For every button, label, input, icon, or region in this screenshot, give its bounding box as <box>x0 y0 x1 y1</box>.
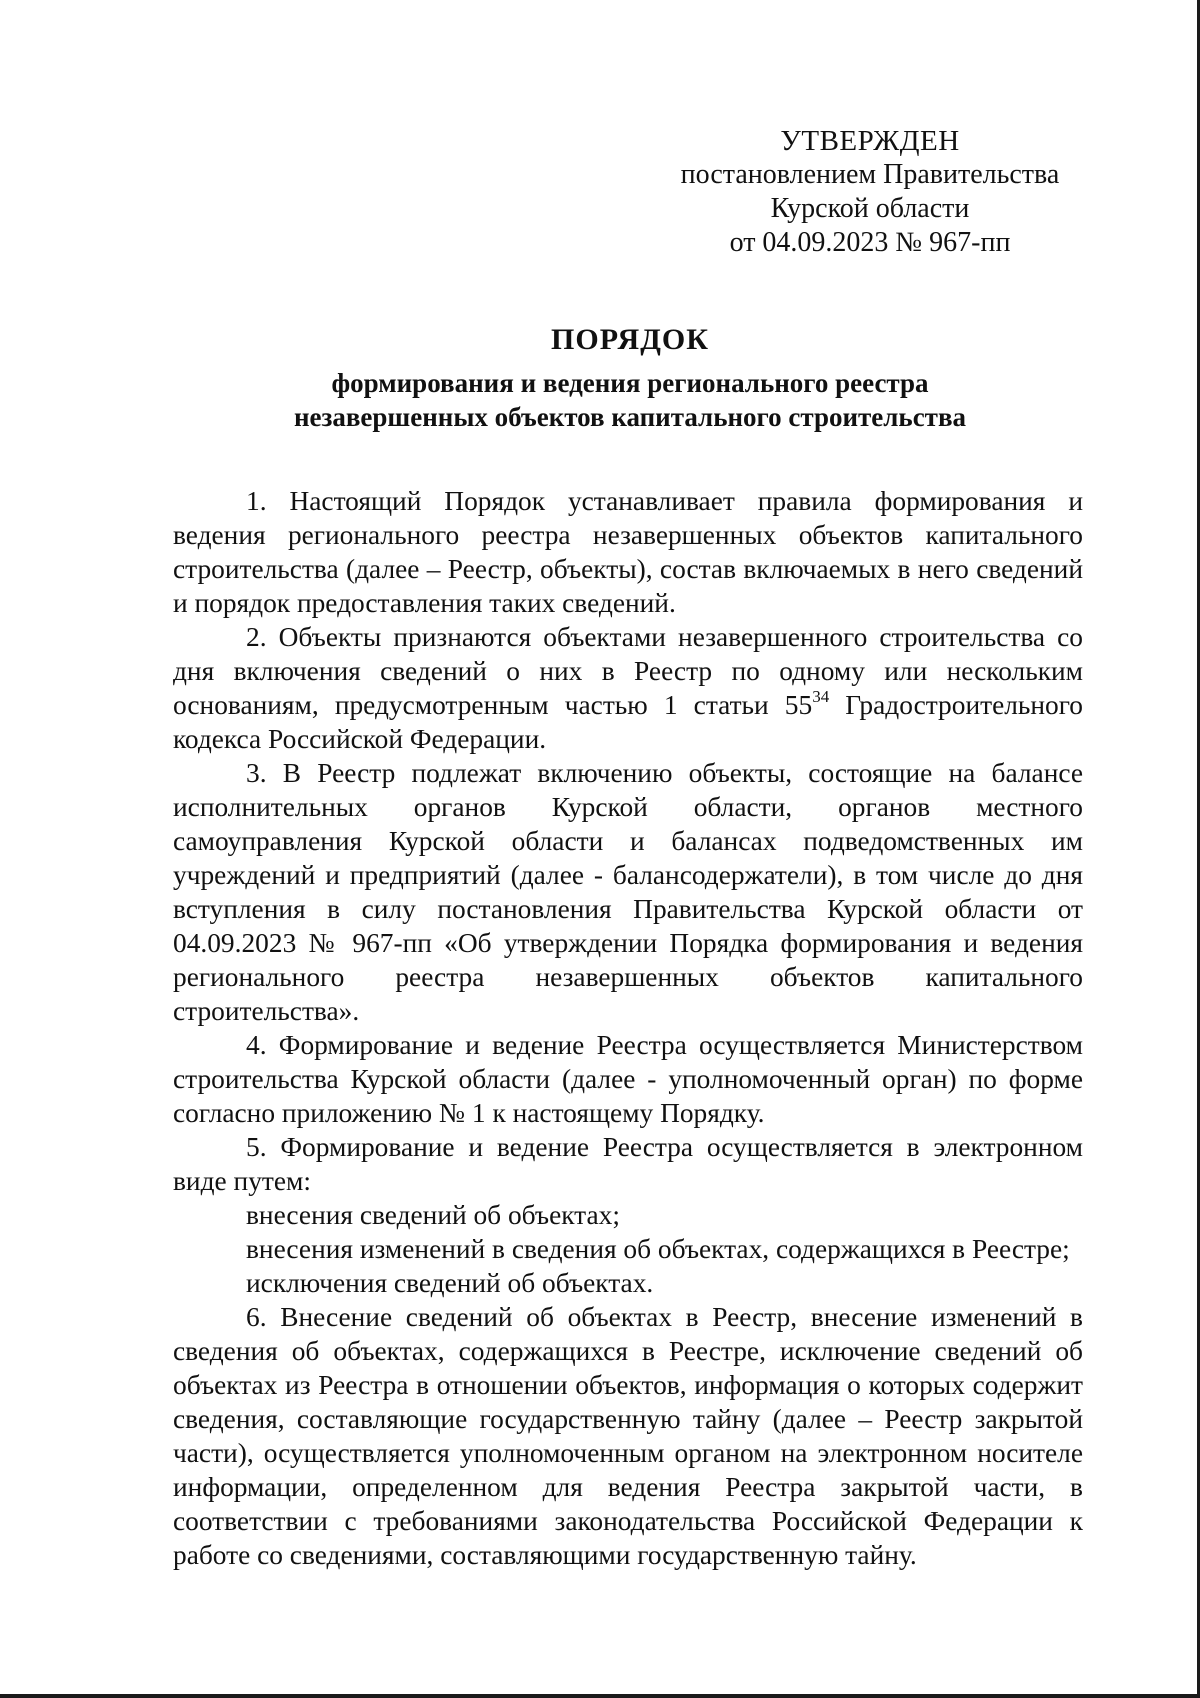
paragraph-2-text-end: Градостроительного кодекса Российской Федерации. <box>173 690 1083 754</box>
approval-line: постановлением Правительства <box>680 159 1060 190</box>
paragraph-5: 5. Формирование и ведение Реестра осуществляется в электронном виде путем: <box>173 1132 1083 1196</box>
approval-stamp <box>650 124 1090 260</box>
paragraph-6: 6. Внесение сведений об объектах в Реестр, внесение изменений в сведения об объектах, содержащихся в Реестре, исключение сведений об объектах из Реестра в отношении объектов, информация о которых содержит сведения, составляющие государственную тайну (далее – Реестр закрытой части), осуществляется уполномоченным органом на электронном носителе информации, определенном для ведения Реестра закрытой части, в соответствии с требованиями законодательства Российской Федерации к работе со сведениями, составляющими государственную тайну. <box>173 1302 1083 1570</box>
approval-line: Курской области <box>770 193 970 224</box>
scan-edge-bottom <box>0 1694 1200 1698</box>
paragraph-4: 4. Формирование и ведение Реестра осуществляется Министерством строительства Курской области (далее - уполномоченный орган) по форме согласно приложению № 1 к настоящему Порядку. <box>173 1030 1083 1128</box>
paragraph-2 <box>173 620 1083 756</box>
list-item: внесения изменений в сведения об объектах, содержащихся в Реестре; <box>246 1234 1070 1264</box>
approval-date-number: от 04.09.2023 № 967-пп <box>729 227 1011 258</box>
paragraph-2-text: 2. Объекты признаются объектами незавершенного строительства со дня включения сведений о них в Реестр по одному или нескольким основаниям, предусмотренным частью 1 статьи 55 <box>173 622 1083 720</box>
paragraph-1: 1. Настоящий Порядок устанавливает правила формирования и ведения регионального реестра незавершенных объектов капитального строительства (далее – Реестр, объекты), состав включаемых в него сведений и порядок предоставления таких сведений. <box>173 486 1083 618</box>
title-main: ПОРЯДОК <box>551 323 709 356</box>
title-subtitle <box>120 366 1140 434</box>
approval-heading: УТВЕРЖДЕН <box>780 125 960 157</box>
title-line: формирования и ведения регионального реестра <box>331 368 929 398</box>
title-line: незавершенных объектов капитального строительства <box>293 402 967 432</box>
document-body <box>173 484 1083 1572</box>
document-title <box>120 322 1140 434</box>
list-item: внесения сведений об объектах; <box>246 1200 620 1230</box>
article-superscript: 34 <box>812 686 830 706</box>
paragraph-3: 3. В Реестр подлежат включению объекты, состоящие на балансе исполнительных органов Курской области, органов местного самоуправления Курской области и балансах подведомственных им учреждений и предприятий (далее - балансодержатели), в том числе до дня вступления в силу постановления Правительства Курской области от 04.09.2023 № 967-пп «Об утверждении Порядка формирования и ведения регионального реестра незавершенных объектов капитального строительства». <box>173 758 1083 1026</box>
list-item: исключения сведений об объектах. <box>246 1268 654 1298</box>
